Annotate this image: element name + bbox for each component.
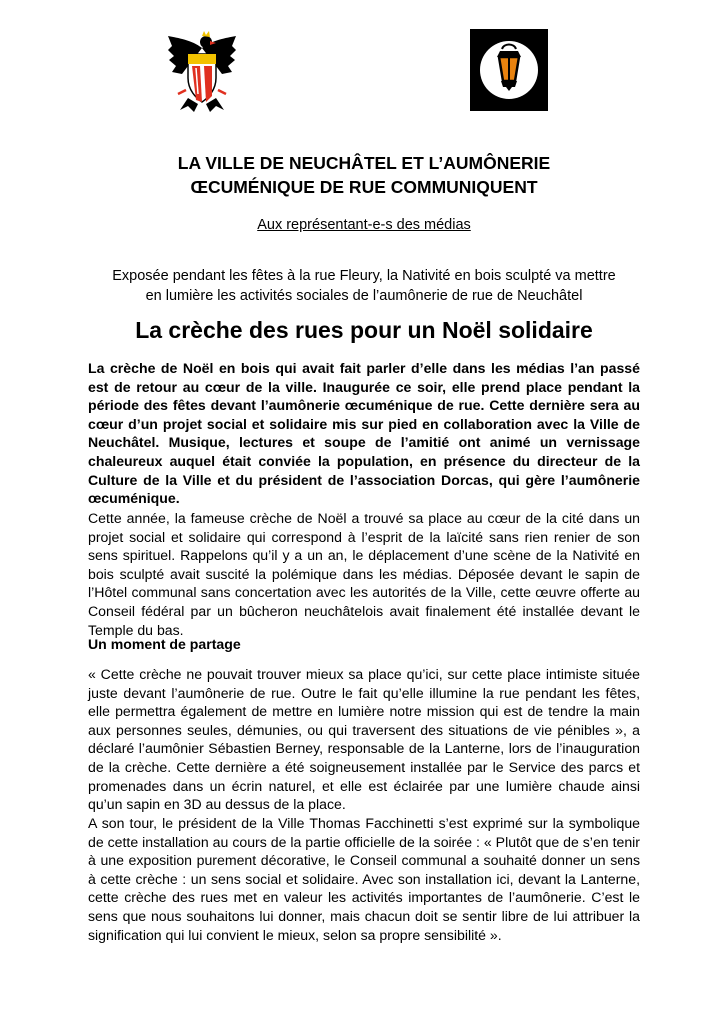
title-line-2: ŒCUMÉNIQUE DE RUE COMMUNIQUENT	[190, 177, 538, 197]
paragraph-3: A son tour, le président de la Ville Thomas Facchinetti s’est exprimé sur la symbolique de cette installation au cours de la partie officielle de la soirée : « Plutôt que de s’en tenir à une exposition purement décorative, le Conseil communal a souhaité donner un sens à cette crèche : un sens social et solidaire. Avec son installation ici, devant la Lanterne, cette crèche des rues met en valeur les activités importantes de l’aumônerie. C’est le sens que nous souhaitons lui donner, mais chacun doit se sentir libre de lui attribuer la signification qui lui convient le mieux, selon sa propre sensibilité ».	[88, 815, 640, 943]
lead-paragraph: La crèche de Noël en bois qui avait fait parler d’elle dans les médias l’an passé est de retour au cœur de la ville. Inaugurée ce soir, elle prend place pendant la période des fêtes devant l’aumônerie œcuménique de rue. Cette dernière sera au cœur d’un projet social et solidaire mis sur pied en collaboration avec la Ville de Neuchâtel. Musique, lectures et soupe de l’amitié ont animé un vernissage chaleureux auquel était conviée la population, en présence du directeur de la Culture de la Ville et du président de l’association Dorcas, qui gère l’aumônerie œcuménique.	[88, 360, 640, 507]
paragraph-1: Cette année, la fameuse crèche de Noël a trouvé sa place au cœur de la cité dans un projet social et solidaire qui correspond à l’esprit de la laïcité sans rien renier de son sens spirituel. Rappelons qu’il y a un an, le déplacement d’une scène de la Nativité en bois sculpté avait suscité la polémique dans les médias. Déposée devant le sapin de l’Hôtel communal sans concertation avec les autorités de la Ville, cette œuvre offerte au Conseil fédéral par un bûcheron neuchâtelois avait finalement été installée devant le Temple du bas.	[88, 510, 640, 638]
paragraph-2: « Cette crèche ne pouvait trouver mieux sa place qu’ici, sur cette place intimiste située juste devant l’aumônerie de rue. Outre le fait qu’elle illumine la rue pendant les fêtes, elle permettra également de mettre en lumière notre mission qui est de tendre la main aux personnes seules, démunies, ou qui traversent des situations de vie pénibles », a déclaré l’aumônier Sébastien Berney, responsable de la Lanterne, lors de l’inauguration de la crèche. Cette dernière a été soigneusement installée par le Service des parcs et promenades dans un écrin naturel, et elle est éclairée par une lumière chaude ainsi qu’un sapin en 3D au dessus de la place.	[88, 666, 640, 813]
intro-line-2: en lumière les activités sociales de l’aumônerie de rue de Neuchâtel	[145, 288, 583, 304]
headline: La crèche des rues pour un Noël solidaire	[135, 317, 593, 343]
page-title	[88, 151, 640, 199]
intro-line-1: Exposée pendant les fêtes à la rue Fleury, la Nativité en bois sculpté va mettre	[112, 268, 616, 284]
lantern-icon	[470, 29, 548, 111]
title-line-1: LA VILLE DE NEUCHÂTEL ET L’AUMÔNERIE	[177, 153, 551, 173]
neuchatel-coat-of-arms-icon	[166, 30, 238, 114]
recipients-line: Aux représentant-e-s des médias	[257, 217, 471, 233]
subheading: Un moment de partage	[88, 636, 241, 652]
intro-text	[88, 266, 640, 306]
